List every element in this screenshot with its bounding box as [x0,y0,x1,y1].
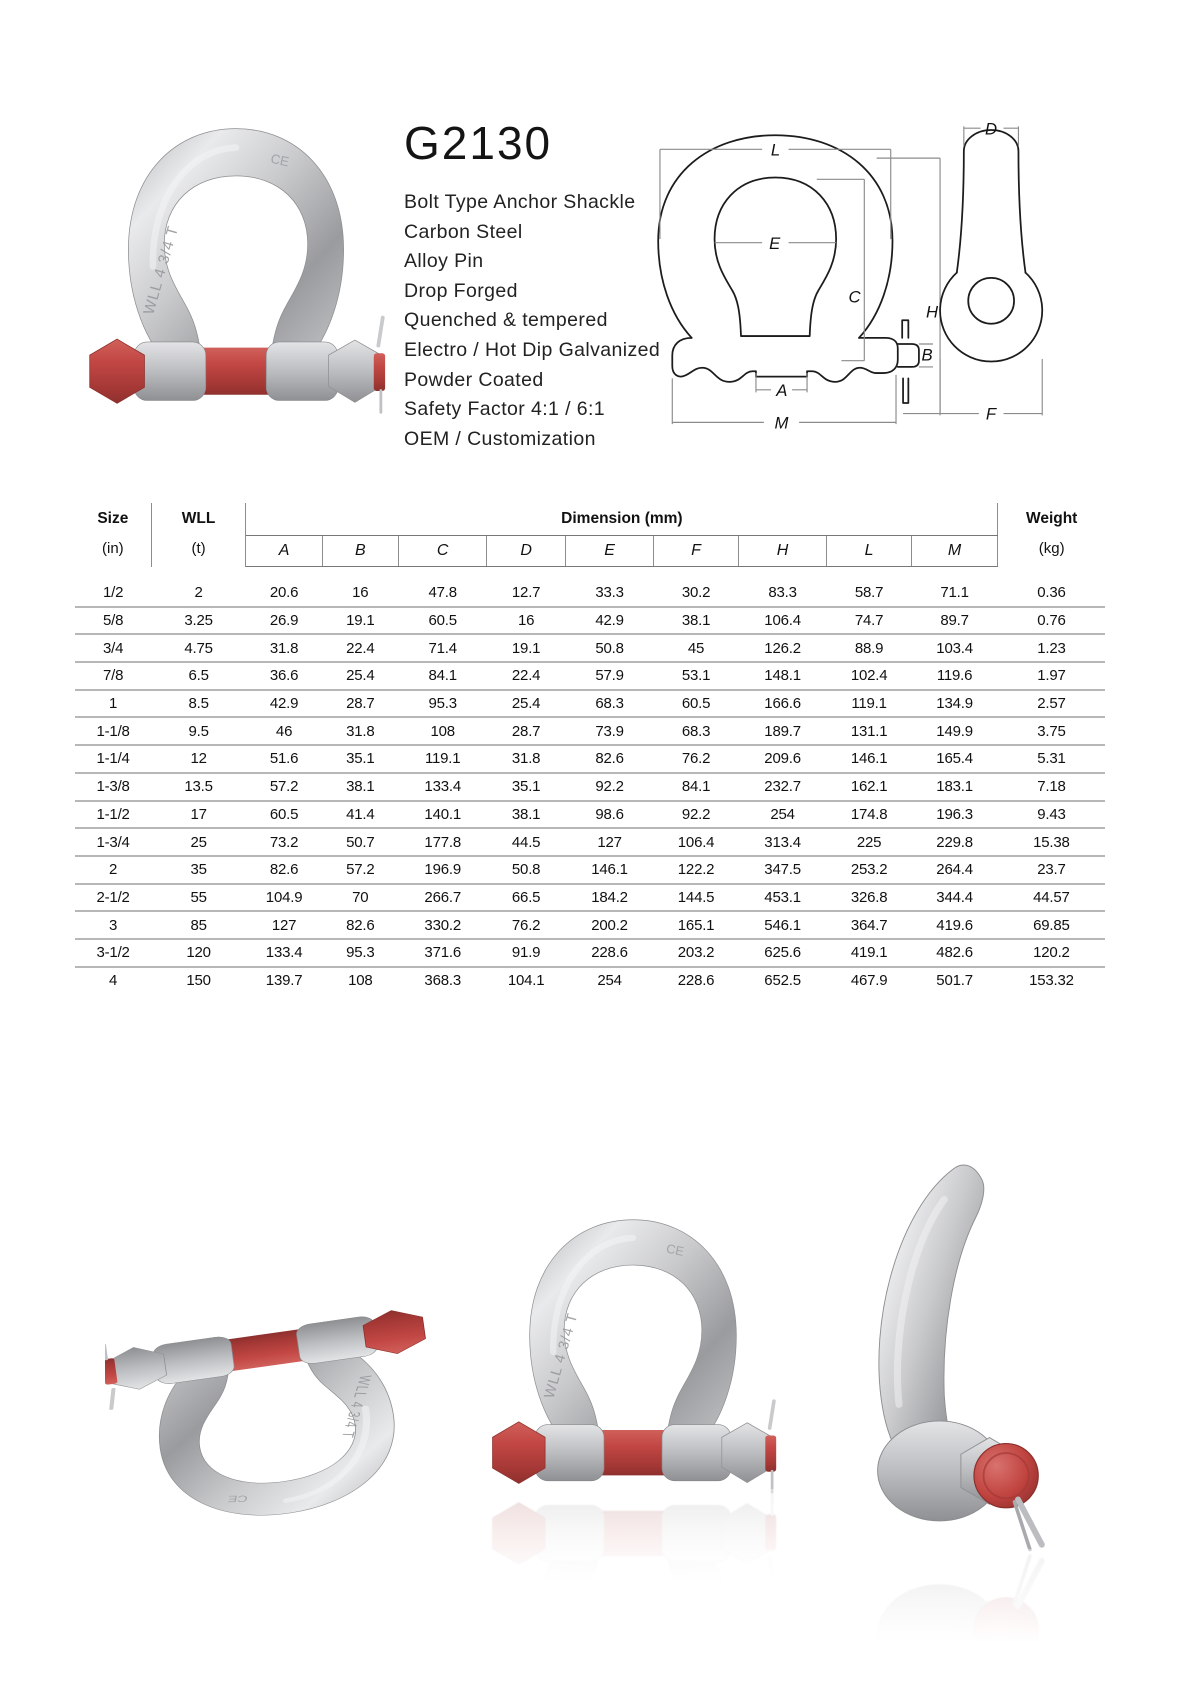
table-cell: 200.2 [565,911,654,939]
table-cell: 71.4 [398,634,487,662]
table-cell: 467.9 [850,971,888,989]
table-cell: 347.5 [738,856,827,884]
table-cell: 31.8 [322,717,398,745]
table-cell: 1 [75,690,151,718]
product-photo-right [830,1152,1068,1664]
table-cell: 165.4 [911,745,998,773]
col-header-dimension: Dimension (mm) [246,503,998,536]
table-cell: 1-1/4 [75,745,151,773]
bow-shackle-photo [85,106,387,417]
table-cell: 95.3 [398,690,487,718]
table-cell: 146.1 [827,745,911,773]
table-cell: 28.7 [322,690,398,718]
table-cell: 165.1 [654,911,738,939]
table-cell: 364.7 [827,911,911,939]
table-cell: 36.6 [246,662,322,690]
dim-label-H: H [925,302,939,322]
table-row [75,884,1105,912]
table-cell: 73.9 [565,717,654,745]
table-cell: 150 [186,971,211,989]
table-cell: 23.7 [998,856,1105,884]
table-cell: 228.6 [677,971,715,989]
table-cell: 91.9 [487,939,565,967]
table-cell: 9.5 [151,717,246,745]
table-cell: 20.6 [246,567,322,607]
table-cell: 106.4 [738,607,827,635]
table-cell: 45 [654,634,738,662]
table-cell: 133.4 [398,773,487,801]
table-cell: 7.18 [998,773,1105,801]
table-cell: 103.4 [911,634,998,662]
table-cell: 50.7 [322,828,398,856]
table-cell: 1-3/4 [75,828,151,856]
dim-line-C [817,179,865,360]
dim-label-B: B [921,345,933,365]
table-cell: 31.8 [487,745,565,773]
table-cell: 264.4 [911,856,998,884]
table-cell: 66.5 [487,884,565,912]
table-cell: 50.8 [487,856,565,884]
table-cell: 50.8 [565,634,654,662]
table-cell: 3.25 [151,607,246,635]
table-cell: 108 [348,971,373,989]
table-cell: 253.2 [827,856,911,884]
table-cell: 122.2 [654,856,738,884]
table-cell: 106.4 [654,828,738,856]
product-photo-main [85,106,387,417]
table-row [75,856,1105,884]
title-block [404,116,660,454]
table-cell: 6.5 [151,662,246,690]
photo-reflection [830,1549,1068,1664]
bow-shackle-lying-photo [105,1268,477,1609]
dim-line-L [660,149,891,239]
table-cell: 127 [246,911,322,939]
table-cell: 1-1/2 [75,801,151,829]
dim-column-header: B [322,536,398,567]
table-cell: 22.4 [322,634,398,662]
table-cell: 35.1 [322,745,398,773]
spec-table [75,503,1105,993]
table-cell: 84.1 [398,662,487,690]
spec-table-body [75,567,1105,994]
table-cell: 126.2 [738,634,827,662]
table-cell: 85 [151,911,246,939]
table-cell: 71.1 [911,567,998,607]
wll-unit-cell: (t) [151,536,246,567]
drawing-pin-end [898,344,919,367]
bow-shackle-side-photo [830,1152,1068,1557]
table-cell: 53.1 [654,662,738,690]
table-cell: 76.2 [654,745,738,773]
table-row [75,607,1105,635]
dim-column-header: F [654,536,738,567]
table-cell: 15.38 [998,828,1105,856]
table-cell: 177.8 [398,828,487,856]
table-cell: 16 [322,567,398,607]
table-cell: 95.3 [322,939,398,967]
table-cell: 254 [597,971,622,989]
table-cell: 254 [738,801,827,829]
table-cell: 139.7 [265,971,303,989]
table-cell: 25 [151,828,246,856]
table-cell: 149.9 [911,717,998,745]
table-cell: 501.7 [936,971,973,989]
table-cell: 0.36 [998,567,1105,607]
table-row [75,939,1105,967]
table-cell: 209.6 [738,745,827,773]
table-cell: 196.3 [911,801,998,829]
table-cell: 17 [151,801,246,829]
table-cell: 44.5 [487,828,565,856]
table-cell: 1/2 [75,567,151,607]
drawing-cotter-tab-top [902,320,908,338]
table-cell: 92.2 [654,801,738,829]
drawing-cotter-tab-bottom [903,378,908,403]
feature-item: Quenched & tempered [404,309,608,332]
feature-item: Powder Coated [404,368,544,391]
table-cell: 3 [75,911,151,939]
table-cell: 119.6 [911,662,998,690]
table-row [75,567,1105,607]
table-cell: 133.4 [246,939,322,967]
table-cell: 22.4 [487,662,565,690]
table-cell: 16 [487,607,565,635]
feature-list [404,188,660,454]
table-cell: 1.23 [998,634,1105,662]
table-cell: 46 [246,717,322,745]
table-row [75,634,1105,662]
table-cell: 134.9 [911,690,998,718]
table-cell: 119.1 [398,745,487,773]
table-row [75,690,1105,718]
table-cell: 82.6 [322,911,398,939]
table-cell: 419.1 [827,939,911,967]
table-cell: 41.4 [322,801,398,829]
table-cell: 144.5 [654,884,738,912]
table-cell: 3-1/2 [75,939,151,967]
table-cell: 25.4 [487,690,565,718]
table-cell: 229.8 [911,828,998,856]
size-unit-cell: (in) [75,536,151,567]
col-header-wll: WLL [151,503,246,536]
table-cell: 153.32 [1029,971,1074,989]
table-cell: 19.1 [322,607,398,635]
table-cell: 38.1 [487,801,565,829]
dim-label-C: C [848,287,861,307]
table-cell: 119.1 [827,690,911,718]
table-cell: 3/4 [75,634,151,662]
table-cell: 127 [565,828,654,856]
feature-item: Bolt Type Anchor Shackle [404,191,636,213]
table-cell: 174.8 [827,801,911,829]
table-cell: 9.43 [998,801,1105,829]
table-cell: 83.3 [738,567,827,607]
table-cell: 453.1 [738,884,827,912]
table-cell: 371.6 [398,939,487,967]
table-cell: 58.7 [827,567,911,607]
table-cell: 8.5 [151,690,246,718]
table-cell: 2-1/2 [75,884,151,912]
table-cell: 74.7 [827,607,911,635]
table-cell: 228.6 [565,939,654,967]
table-cell: 47.8 [398,567,487,607]
dim-label-M: M [774,413,789,433]
dim-column-header: M [911,536,998,567]
table-cell: 344.4 [911,884,998,912]
spec-header-row [75,503,1105,536]
table-cell: 368.3 [424,971,461,989]
table-cell: 28.7 [487,717,565,745]
table-cell: 108 [398,717,487,745]
table-cell: 225 [827,828,911,856]
dim-column-header: C [398,536,487,567]
table-cell: 33.3 [565,567,654,607]
photo-reflection [105,1601,477,1687]
feature-item: Alloy Pin [404,250,484,273]
table-row [75,801,1105,829]
table-cell: 625.6 [738,939,827,967]
table-cell: 120.2 [998,939,1105,967]
table-cell: 70 [322,884,398,912]
table-row [75,662,1105,690]
table-cell: 57.9 [565,662,654,690]
table-cell: 73.2 [246,828,322,856]
table-cell: 5/8 [75,607,151,635]
table-cell: 146.1 [565,856,654,884]
table-cell: 162.1 [827,773,911,801]
table-cell: 51.6 [246,745,322,773]
table-cell: 35.1 [487,773,565,801]
photo-reflection [488,1489,778,1604]
table-cell: 196.9 [398,856,487,884]
table-cell: 31.8 [246,634,322,662]
dim-column-header: H [738,536,827,567]
table-cell: 140.1 [398,801,487,829]
table-cell: 57.2 [322,856,398,884]
table-cell: 35 [151,856,246,884]
table-row [75,828,1105,856]
table-row [75,911,1105,939]
dim-label-A: A [776,380,788,400]
product-photo-center [488,1198,778,1604]
dim-column-header: L [827,536,911,567]
table-cell: 25.4 [322,662,398,690]
drawing-inner-opening [715,178,837,337]
table-cell: 42.9 [565,607,654,635]
table-cell: 38.1 [322,773,398,801]
table-cell: 92.2 [565,773,654,801]
table-cell: 82.6 [565,745,654,773]
table-cell: 1.97 [998,662,1105,690]
table-cell: 42.9 [246,690,322,718]
table-cell: 26.9 [246,607,322,635]
table-cell: 13.5 [151,773,246,801]
table-cell: 84.1 [654,773,738,801]
feature-item: Electro / Hot Dip Galvanized [404,338,661,361]
table-cell: 60.5 [654,690,738,718]
dim-label-L: L [770,140,781,160]
table-cell: 104.1 [507,971,545,989]
dim-label-F: F [985,404,997,424]
table-cell: 326.8 [827,884,911,912]
drawing-side-eye-hole [968,278,1014,324]
table-cell: 2 [151,567,246,607]
table-cell: 120 [151,939,246,967]
table-cell: 546.1 [738,911,827,939]
table-row [75,967,1105,994]
dim-column-header: E [565,536,654,567]
spec-table-head [75,503,1105,567]
table-cell: 482.6 [911,939,998,967]
table-cell: 7/8 [75,662,151,690]
weight-unit-cell: (kg) [1038,540,1065,557]
table-cell: 1-3/8 [75,773,151,801]
table-cell: 60.5 [398,607,487,635]
table-cell: 60.5 [246,801,322,829]
page-title: G2130 [404,117,553,169]
table-cell: 652.5 [764,971,801,989]
table-cell: 189.7 [738,717,827,745]
table-cell: 166.6 [738,690,827,718]
feature-item: Carbon Steel [404,220,523,243]
table-cell: 203.2 [654,939,738,967]
table-cell: 0.76 [998,607,1105,635]
table-cell: 44.57 [998,884,1105,912]
table-cell: 89.7 [911,607,998,635]
table-cell: 19.1 [487,634,565,662]
table-cell: 313.4 [738,828,827,856]
table-cell: 131.1 [827,717,911,745]
drawing-side-eye [940,273,1042,362]
col-header-weight: Weight [1025,510,1078,528]
table-row [75,773,1105,801]
table-cell: 76.2 [487,911,565,939]
table-cell: 12.7 [487,567,565,607]
table-cell: 30.2 [654,567,738,607]
table-cell: 4.75 [151,634,246,662]
table-cell: 1-1/8 [75,717,151,745]
table-cell: 102.4 [827,662,911,690]
table-cell: 5.31 [998,745,1105,773]
table-cell: 68.3 [565,690,654,718]
table-cell: 55 [151,884,246,912]
dim-column-header: A [246,536,322,567]
table-cell: 183.1 [911,773,998,801]
table-row [75,717,1105,745]
table-cell: 266.7 [398,884,487,912]
bow-shackle-front-photo [488,1198,778,1497]
feature-item: Drop Forged [404,279,518,302]
col-header-size: Size [75,503,151,536]
table-cell: 104.9 [246,884,322,912]
table-cell: 69.85 [998,911,1105,939]
feature-item: Safety Factor 4:1 / 6:1 [404,398,606,421]
table-cell: 2 [75,856,151,884]
spec-subheader-row [75,536,1105,567]
table-row [75,745,1105,773]
dim-column-header: D [487,536,565,567]
dim-label-D: D [984,119,998,139]
table-cell: 57.2 [246,773,322,801]
table-cell: 4 [109,971,118,989]
dim-label-E: E [769,233,781,253]
table-cell: 232.7 [738,773,827,801]
table-cell: 82.6 [246,856,322,884]
drawing-side-shank [957,130,1026,273]
table-cell: 88.9 [827,634,911,662]
technical-drawing [630,100,1044,461]
table-cell: 68.3 [654,717,738,745]
table-cell: 38.1 [654,607,738,635]
product-photo-left [105,1268,477,1687]
table-cell: 419.6 [911,911,998,939]
table-cell: 3.75 [998,717,1105,745]
feature-item: OEM / Customization [404,427,596,450]
table-cell: 12 [151,745,246,773]
table-cell: 2.57 [998,690,1105,718]
table-cell: 148.1 [738,662,827,690]
table-cell: 184.2 [565,884,654,912]
table-cell: 330.2 [398,911,487,939]
table-cell: 98.6 [565,801,654,829]
